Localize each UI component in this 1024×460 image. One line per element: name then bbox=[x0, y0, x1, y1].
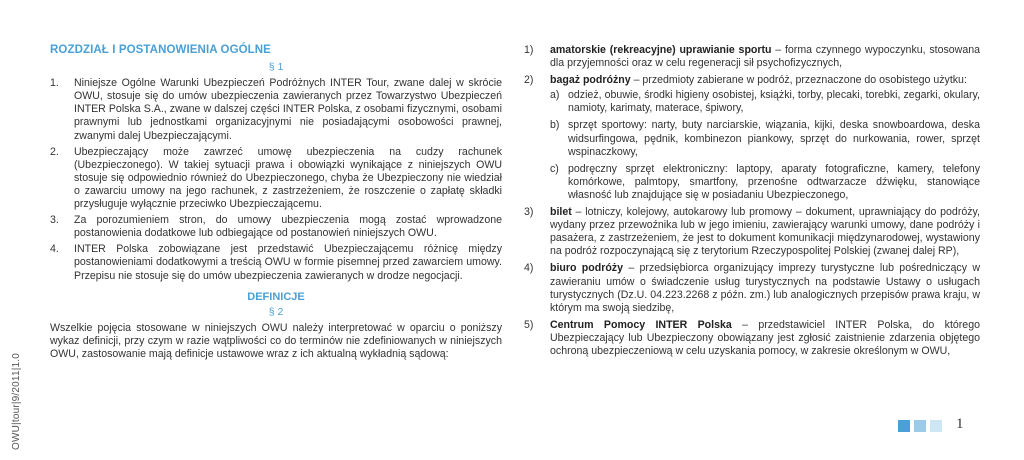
definition-item: 2) bagaż podróżny – przedmioty zabierane w podróż, przeznaczone do osobistego użytku: a) odzież, obuwie, środki higieny osobistej, książki, torby, plecaki, torebki, zegarki, okulary, namioty, karimaty, materace, śpiwory, b) sprzęt sportowy: narty, buty narciarskie, wiązania, kijki, deska snowboardowa, deska widsurfingowa, pędnik, kombinezon piankowy, sprzęt do nurkowania, rower, sprzęt wspinaczkowy, c) podręczny sprzęt elektroniczny: laptopy, aparaty fotograficzne, kamery, telefony komórkowe, palmtopy, smartfony, przenośne odtwarzacze dźwięku, stanowiące własność lub znajdujące się w posiadaniu Ubezpieczonego, bbox=[524, 74, 980, 201]
general-provisions-list bbox=[50, 77, 502, 282]
definition-term: bilet bbox=[550, 206, 572, 219]
document-code: OWU|tour|9/2011|1.0 bbox=[11, 352, 22, 450]
list-item: 3. Za porozumieniem stron, do umowy ubezpieczenia mogą zostać wprowadzone postanowienia dodatkowe lub odbiegające od postanowień niniejszych OWU. bbox=[50, 214, 502, 240]
sub-item: b) sprzęt sportowy: narty, buty narciarskie, wiązania, kijki, deska snowboardowa, deska widsurfingowa, pędnik, kombinezon piankowy, sprzęt do nurkowania, rower, sprzęt wspinaczkowy, bbox=[550, 119, 980, 158]
paragraph-2-marker: § 2 bbox=[268, 305, 284, 318]
list-item: 4. INTER Polska zobowiązane jest przedstawić Ubezpieczającemu różnicę między postanowieniami dodatkowymi a treścią OWU w formie pisemnej przed zawarciem umowy. Przepisu nie stosuje się do umów ubezpieczenia zawieranych w drodze negocjacji. bbox=[50, 243, 502, 282]
left-column bbox=[50, 44, 502, 361]
right-column bbox=[524, 44, 980, 362]
definitions-intro: Wszelkie pojęcia stosowane w niniejszych OWU należy interpretować w oparciu o poniższy wykaz definicji, przy czym w razie wątpliwości co do terminów nie zdefiniowanych w niniejszych OWU, zastosowanie mają definicje ustawowe wraz z ich aktualną wykładnią sądową: bbox=[50, 321, 502, 360]
definition-item: 3) bilet – lotniczy, kolejowy, autokarowy lub promowy – dokument, uprawniający do podróży, wydany przez przewoźnika lub w jego imieniu, zawierający warunki umowy, dane podróży i pasażera, z zastrzeżeniem, że jest to dokument komunikacji międzynarodowej, wystawiony na podróż rozpoczynającą się z terytorium Rzeczypospolitej Polskiej (zwanej dalej RP), bbox=[524, 206, 980, 258]
decoration-square bbox=[914, 420, 926, 432]
definition-term: Centrum Pomocy INTER Polska bbox=[550, 318, 732, 331]
definition-term: bagaż podróżny bbox=[550, 74, 631, 87]
list-item: 2. Ubezpieczający może zawrzeć umowę ubezpieczenia na cudzy rachunek (Ubezpieczonego). W takiej sytuacji prawa i obowiązki wynikające z niniejszych OWU stosuje się odpowiednio również do Ubezpieczonego, chyba że Ubezpieczony nie wiedział o zawarciu umowy na jego rachunek, z zastrzeżeniem, że roszczenie o zapłatę składki przysługuje wyłącznie przeciwko Ubezpieczającemu. bbox=[50, 145, 502, 211]
page-number: 1 bbox=[956, 416, 964, 432]
decoration-square bbox=[930, 420, 942, 432]
sub-item: a) odzież, obuwie, środki higieny osobistej, książki, torby, plecaki, torebki, zegarki, okulary, namioty, karimaty, materace, śpiwory, bbox=[550, 89, 980, 115]
list-item: 1. Niniejsze Ogólne Warunki Ubezpieczeń Podróżnych INTER Tour, zwane dalej w skrócie OWU, stosuje się do umów ubezpieczenia zawieranych przez Towarzystwo Ubezpieczeń INTER Polska S.A., zwane w dalszej części INTER Polska, z osobami fizycznymi, osobami prawnymi lub jednostkami organizacyjnymi nie posiadającymi osobowości prawnej, zwanymi dalej Ubezpieczającymi. bbox=[50, 77, 502, 142]
paragraph-1-marker: § 1 bbox=[268, 61, 284, 74]
definition-item: 4) biuro podróży – przedsiębiorca organizujący imprezy turystyczne lub pośredniczący w zawieraniu umów o świadczenie usług turystycznych na podstawie Ustawy o usługach turystycznych (Dz.U. 04.223.2268 z późn. zm.) lub analogicznych przepisów prawa kraju, w którym ma swoją siedzibę, bbox=[524, 262, 980, 314]
definition-term: biuro podróży bbox=[550, 262, 623, 275]
definitions-heading: DEFINICJE bbox=[247, 290, 305, 303]
decoration-square bbox=[898, 420, 910, 432]
chapter-heading: ROZDZIAŁ I POSTANOWIENIA OGÓLNE bbox=[50, 44, 271, 56]
definition-term: amatorskie (rekreacyjne) uprawianie sportu bbox=[550, 44, 772, 56]
sub-item: c) podręczny sprzęt elektroniczny: laptopy, aparaty fotograficzne, kamery, telefony komórkowe, palmtopy, smartfony, przenośne odtwarzacze dźwięku, stanowiące własność lub znajdujące się w posiadaniu Ubezpieczonego, bbox=[550, 162, 980, 201]
page-decoration-squares bbox=[898, 420, 942, 432]
definition-item: 5) Centrum Pomocy INTER Polska – przedstawiciel INTER Polska, do którego Ubezpieczający lub Ubezpieczony obowiązany jest zgłosić zaistnienie zdarzenia objętego ochroną ubezpieczeniową w celu uzyskania pomocy, w zakresie określonym w OWU, bbox=[524, 318, 980, 357]
document-code-sidebar bbox=[6, 300, 26, 450]
definition-item: 1) amatorskie (rekreacyjne) uprawianie sportu – forma czynnego wypoczynku, stosowana dla przyjemności oraz w celu regeneracji sił psychofizycznych, bbox=[524, 44, 980, 70]
